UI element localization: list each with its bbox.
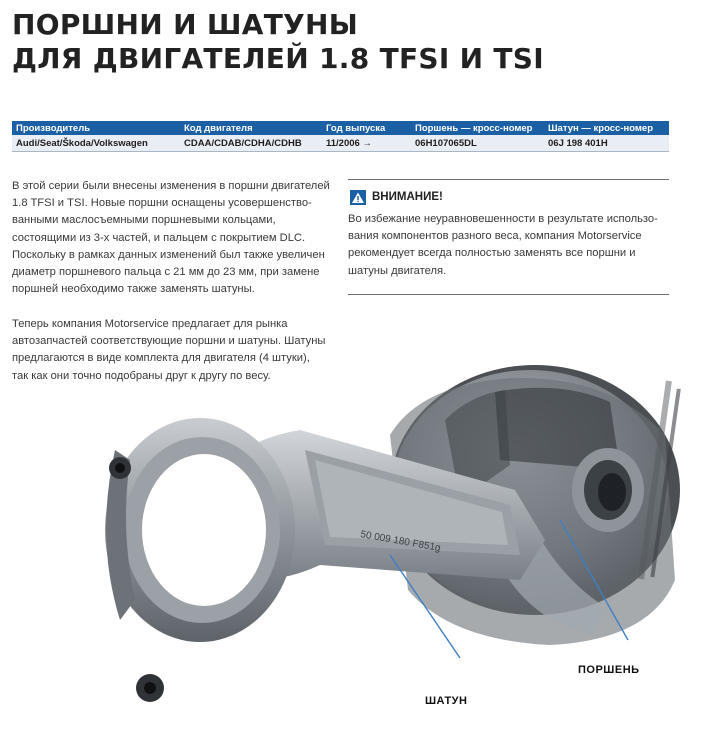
text-line: вания компонентов разного веса, компания Motorservice xyxy=(348,230,642,243)
text-line: 1.8 TFSI и TSI. Новые поршни оснащены усовершенство- xyxy=(12,197,312,210)
warning-text xyxy=(348,211,658,280)
warning-header xyxy=(350,189,443,205)
rod-marking: 50 009 180 F851g xyxy=(359,529,442,555)
text-line: диаметр поршневого пальца с 21 мм до 23 мм, при замене xyxy=(12,266,320,279)
callout-piston-label: ПОРШЕНЬ xyxy=(578,664,640,676)
table-header-row xyxy=(12,121,669,135)
text-line: В этой серии были внесены изменения в поршни двигателей xyxy=(12,180,330,192)
cell-rod-number: 06J 198 401H xyxy=(544,135,669,152)
page-title xyxy=(12,8,544,76)
warning-title: ВНИМАНИЕ! xyxy=(372,191,443,203)
text-line: ванными маслосъемными поршневыми кольцами, xyxy=(12,214,276,227)
text-line: поршней необходимо также заменять шатуны. xyxy=(12,283,255,296)
cell-manufacturer: Audi/Seat/Škoda/Volkswagen xyxy=(12,135,180,152)
text-line: Поскольку в рамках данных изменений был также увеличен xyxy=(12,248,325,261)
header-year: Год выпуска xyxy=(322,121,411,135)
header-manufacturer: Производитель xyxy=(12,121,180,135)
intro-paragraph xyxy=(12,178,330,298)
cell-engine-code: CDAA/CDAB/CDHA/CDHB xyxy=(180,135,322,152)
text-line: рекомендует всегда полностью заменять все поршни и xyxy=(348,247,636,260)
text-line: состоящими из 3-х частей, и пальцем с покрытием DLC. xyxy=(12,231,306,244)
title-line-2: ДЛЯ ДВИГАТЕЛЕЙ 1.8 TFSI И TSI xyxy=(12,42,544,75)
header-rod-number: Шатун — кросс-номер xyxy=(544,121,669,135)
text-line: автозапчастей соответствующие поршни и шатуны. Шатуны xyxy=(12,335,326,348)
header-piston-number: Поршень — кросс-номер xyxy=(411,121,544,135)
cell-piston-number: 06H107065DL xyxy=(411,135,544,152)
text-line: так как они точно подобраны друг к другу по весу. xyxy=(12,369,271,382)
table-row xyxy=(12,135,669,152)
text-line: предлагаются в виде комплекта для двигателя (4 штуки), xyxy=(12,352,310,365)
text-line: шатуны двигателя. xyxy=(348,264,447,277)
title-line-1: ПОРШНИ И ШАТУНЫ xyxy=(12,8,359,41)
warning-box xyxy=(348,179,669,295)
cell-year: 11/2006 → xyxy=(322,135,411,152)
text-line: Во избежание неуравновешенности в результате использо- xyxy=(348,213,658,225)
callout-rod-label: ШАТУН xyxy=(425,695,468,707)
header-engine-code: Код двигателя xyxy=(180,121,322,135)
warning-triangle-icon xyxy=(350,190,366,205)
spec-table xyxy=(12,121,669,152)
text-line: Теперь компания Motorservice предлагает для рынка xyxy=(12,318,288,330)
